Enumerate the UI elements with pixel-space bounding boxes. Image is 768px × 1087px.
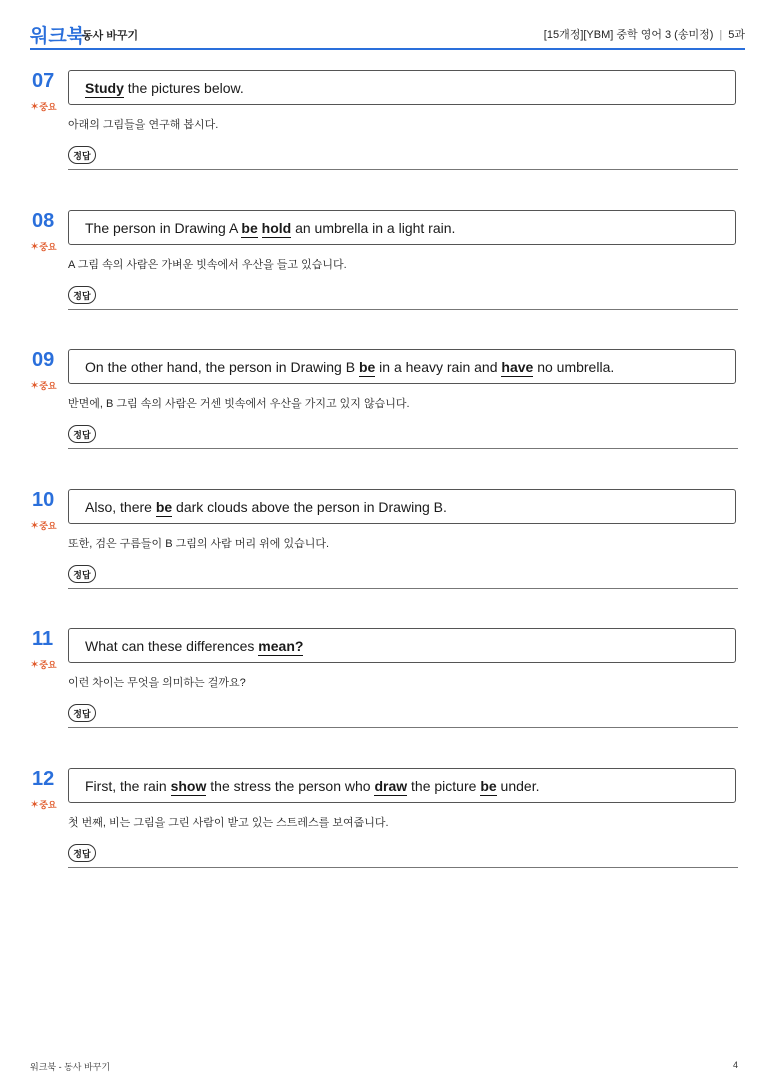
page-number: 4 <box>732 1060 738 1070</box>
question-number: 07 <box>32 70 55 92</box>
brand-title: 워크북 <box>30 26 86 47</box>
star-icon: ✶ <box>30 380 40 392</box>
header-separator: | <box>719 29 723 41</box>
sentence-text: an umbrella in a light rain. <box>291 219 456 236</box>
important-badge <box>30 100 57 113</box>
sentence-box <box>68 210 736 245</box>
korean-translation: A 그림 속의 사람은 가벼운 빗속에서 우산을 들고 있습니다. <box>68 258 347 271</box>
korean-translation: 또한, 검은 구름들이 B 그림의 사람 머리 위에 있습니다. <box>68 537 330 550</box>
answer-button[interactable]: 정답 <box>68 146 96 164</box>
important-badge-label: 중요 <box>39 381 57 391</box>
important-badge <box>30 379 57 392</box>
answer-button[interactable]: 정답 <box>68 704 96 722</box>
question-item <box>30 70 738 192</box>
sentence-text: dark clouds above the person in Drawing B. <box>172 498 447 515</box>
question-number: 11 <box>32 628 54 650</box>
sentence-text: Also, there <box>85 498 156 515</box>
answer-line <box>68 588 738 589</box>
important-badge <box>30 798 57 811</box>
question-item <box>30 349 738 471</box>
star-icon: ✶ <box>30 798 40 811</box>
sentence-text: the pictures below. <box>123 80 244 96</box>
sentence-text: the picture <box>407 777 481 794</box>
important-badge-label: 중요 <box>39 799 57 810</box>
answer-button[interactable]: 정답 <box>68 286 96 304</box>
question-item <box>30 628 738 750</box>
sentence-box <box>68 768 736 803</box>
korean-translation: 반면에, B 그림 속의 사람은 거센 빗속에서 우산을 가지고 있지 않습니다. <box>68 398 410 410</box>
question-number: 12 <box>32 767 55 790</box>
question-item <box>30 210 738 332</box>
target-verb: show <box>170 777 207 794</box>
answer-button[interactable]: 정답 <box>68 425 96 443</box>
page-header <box>30 18 745 50</box>
question-number: 09 <box>32 349 55 371</box>
korean-translation: 이런 차이는 무엇을 의미하는 걸까요? <box>68 677 246 689</box>
target-verb: have <box>501 359 534 375</box>
worksheet-subject: 동사 바꾸기 <box>82 30 139 42</box>
sentence-box <box>68 70 736 105</box>
answer-line <box>68 309 738 310</box>
important-badge-label: 중요 <box>39 102 57 112</box>
sentence-text: First, the rain <box>85 777 171 794</box>
important-badge <box>30 658 57 671</box>
sentence-text: On the other hand, the person in Drawing B <box>85 359 359 375</box>
target-verb: draw <box>374 777 408 794</box>
korean-translation: 아래의 그림들을 연구해 봅시다. <box>68 119 219 131</box>
sentence-text: the stress the person who <box>206 777 375 794</box>
star-icon: ✶ <box>30 659 40 671</box>
sentence-box <box>68 628 736 663</box>
answer-button[interactable]: 정답 <box>68 565 96 583</box>
question-number: 08 <box>32 209 55 232</box>
lesson-label: 5과 <box>728 29 745 41</box>
footer-title: 워크북 - 동사 바꾸기 <box>30 1062 111 1072</box>
target-verb: be <box>241 219 258 236</box>
target-verb: hold <box>261 219 292 236</box>
star-icon: ✶ <box>30 519 40 532</box>
target-verb: be <box>358 359 376 375</box>
sentence-text: under. <box>496 777 540 794</box>
important-badge <box>30 240 57 253</box>
answer-line <box>68 727 738 728</box>
question-item <box>30 768 738 890</box>
sentence-text: in a heavy rain and <box>375 359 502 375</box>
sentence-text: What can these differences <box>85 638 259 654</box>
important-badge-label: 중요 <box>39 660 57 670</box>
course-title: [15개정][YBM] 중학 영어 3 (송미정) <box>543 29 714 41</box>
sentence-box <box>68 489 736 524</box>
answer-line <box>68 448 738 449</box>
course-info <box>544 26 745 42</box>
answer-button[interactable]: 정답 <box>68 844 96 862</box>
korean-translation: 첫 번째, 비는 그림을 그린 사람이 받고 있는 스트레스를 보여줍니다. <box>68 816 389 829</box>
target-verb: be <box>155 498 173 515</box>
important-badge-label: 중요 <box>39 520 57 531</box>
important-badge-label: 중요 <box>39 241 57 252</box>
question-item <box>30 489 738 611</box>
sentence-text: no umbrella. <box>533 359 615 375</box>
target-verb: be <box>480 777 497 794</box>
important-badge <box>30 519 57 532</box>
target-verb: mean? <box>258 638 304 654</box>
sentence-text: The person in Drawing A <box>85 219 242 236</box>
answer-line <box>68 169 738 170</box>
star-icon: ✶ <box>30 101 40 113</box>
question-number: 10 <box>32 488 55 511</box>
star-icon: ✶ <box>30 240 40 253</box>
answer-line <box>68 867 738 868</box>
sentence-box <box>68 349 736 384</box>
target-verb: Study <box>85 80 124 96</box>
